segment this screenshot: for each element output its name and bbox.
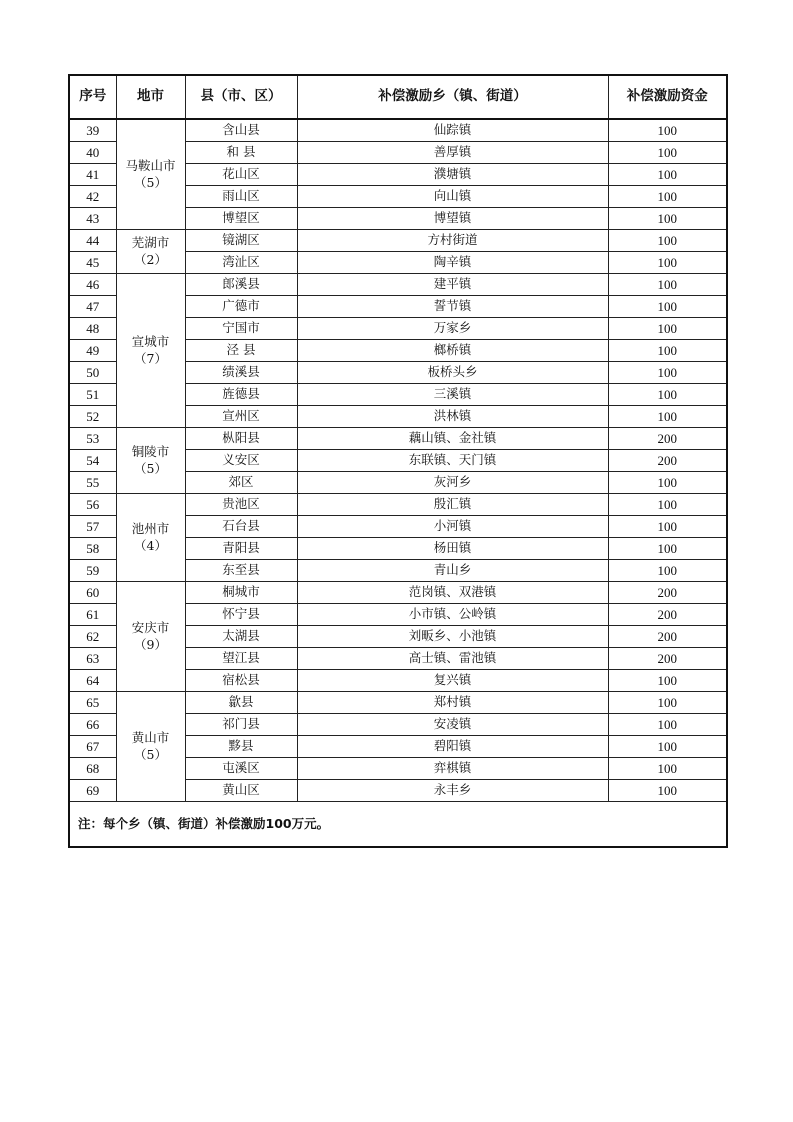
- header-fund: 补偿激励资金: [608, 75, 727, 119]
- town-cell: 方村街道: [297, 230, 608, 252]
- town-cell: 东联镇、天门镇: [297, 450, 608, 472]
- serial-cell: 46: [69, 274, 116, 296]
- county-cell: 花山区: [185, 164, 297, 186]
- serial-cell: 66: [69, 714, 116, 736]
- county-cell: 枞阳县: [185, 428, 297, 450]
- county-cell: 怀宁县: [185, 604, 297, 626]
- county-cell: 绩溪县: [185, 362, 297, 384]
- header-county: 县（市、区）: [185, 75, 297, 119]
- header-city: 地市: [116, 75, 185, 119]
- serial-cell: 54: [69, 450, 116, 472]
- town-cell: 青山乡: [297, 560, 608, 582]
- serial-cell: 45: [69, 252, 116, 274]
- serial-cell: 64: [69, 670, 116, 692]
- fund-cell: 100: [608, 780, 727, 802]
- table-row: [69, 494, 727, 516]
- county-cell: 黄山区: [185, 780, 297, 802]
- header-serial: 序号: [69, 75, 116, 119]
- city-name: 马鞍山市: [125, 157, 176, 173]
- town-cell: 安凌镇: [297, 714, 608, 736]
- fund-cell: 100: [608, 274, 727, 296]
- city-count: （5）: [134, 746, 167, 762]
- town-cell: 高士镇、雷池镇: [297, 648, 608, 670]
- county-cell: 歙县: [185, 692, 297, 714]
- county-cell: 宿松县: [185, 670, 297, 692]
- city-name: 铜陵市: [131, 443, 170, 459]
- city-count: （4）: [134, 537, 167, 553]
- table-note: 注：每个乡（镇、街道）补偿激励100万元。: [69, 802, 727, 848]
- serial-cell: 43: [69, 208, 116, 230]
- county-cell: 义安区: [185, 450, 297, 472]
- town-cell: 藕山镇、金社镇: [297, 428, 608, 450]
- city-name: 安庆市: [131, 619, 170, 635]
- table-row: [69, 230, 727, 252]
- serial-cell: 47: [69, 296, 116, 318]
- county-cell: 广德市: [185, 296, 297, 318]
- serial-cell: 55: [69, 472, 116, 494]
- table-row: [69, 582, 727, 604]
- fund-cell: 100: [608, 142, 727, 164]
- table-body: [69, 119, 727, 802]
- fund-cell: 200: [608, 582, 727, 604]
- fund-cell: 100: [608, 296, 727, 318]
- town-cell: 三溪镇: [297, 384, 608, 406]
- town-cell: 建平镇: [297, 274, 608, 296]
- county-cell: 含山县: [185, 119, 297, 142]
- town-cell: 洪林镇: [297, 406, 608, 428]
- fund-cell: 100: [608, 472, 727, 494]
- serial-cell: 57: [69, 516, 116, 538]
- town-cell: 碧阳镇: [297, 736, 608, 758]
- county-cell: 博望区: [185, 208, 297, 230]
- serial-cell: 52: [69, 406, 116, 428]
- serial-cell: 48: [69, 318, 116, 340]
- fund-cell: 100: [608, 670, 727, 692]
- fund-cell: 100: [608, 164, 727, 186]
- city-count: （5）: [134, 174, 167, 190]
- fund-cell: 100: [608, 119, 727, 142]
- serial-cell: 65: [69, 692, 116, 714]
- fund-cell: 100: [608, 362, 727, 384]
- city-count: （7）: [134, 350, 167, 366]
- city-cell: [116, 692, 185, 802]
- town-cell: 郑村镇: [297, 692, 608, 714]
- town-cell: 陶辛镇: [297, 252, 608, 274]
- serial-cell: 41: [69, 164, 116, 186]
- serial-cell: 62: [69, 626, 116, 648]
- table-row: [69, 274, 727, 296]
- town-cell: 善厚镇: [297, 142, 608, 164]
- town-cell: 小市镇、公岭镇: [297, 604, 608, 626]
- town-cell: 小河镇: [297, 516, 608, 538]
- serial-cell: 59: [69, 560, 116, 582]
- city-count: （9）: [134, 636, 167, 652]
- county-cell: 宁国市: [185, 318, 297, 340]
- county-cell: 宣州区: [185, 406, 297, 428]
- city-name: 黄山市: [131, 729, 170, 745]
- serial-cell: 39: [69, 119, 116, 142]
- town-cell: 殷汇镇: [297, 494, 608, 516]
- county-cell: 泾 县: [185, 340, 297, 362]
- serial-cell: 42: [69, 186, 116, 208]
- fund-cell: 100: [608, 384, 727, 406]
- county-cell: 郊区: [185, 472, 297, 494]
- town-cell: 复兴镇: [297, 670, 608, 692]
- fund-cell: 100: [608, 208, 727, 230]
- city-name: 池州市: [131, 520, 170, 536]
- town-cell: 誓节镇: [297, 296, 608, 318]
- city-cell: [116, 428, 185, 494]
- town-cell: 濮塘镇: [297, 164, 608, 186]
- city-count: （2）: [134, 251, 167, 267]
- town-cell: 灰河乡: [297, 472, 608, 494]
- fund-cell: 200: [608, 428, 727, 450]
- town-cell: 范岗镇、双港镇: [297, 582, 608, 604]
- city-cell: [116, 119, 185, 230]
- table-row: [69, 119, 727, 142]
- serial-cell: 56: [69, 494, 116, 516]
- county-cell: 雨山区: [185, 186, 297, 208]
- county-cell: 太湖县: [185, 626, 297, 648]
- fund-cell: 100: [608, 230, 727, 252]
- town-cell: 杨田镇: [297, 538, 608, 560]
- fund-cell: 100: [608, 252, 727, 274]
- serial-cell: 67: [69, 736, 116, 758]
- town-cell: 向山镇: [297, 186, 608, 208]
- serial-cell: 60: [69, 582, 116, 604]
- header-row: [69, 75, 727, 119]
- county-cell: 镜湖区: [185, 230, 297, 252]
- county-cell: 祁门县: [185, 714, 297, 736]
- county-cell: 青阳县: [185, 538, 297, 560]
- serial-cell: 44: [69, 230, 116, 252]
- city-name: 宣城市: [131, 333, 170, 349]
- serial-cell: 51: [69, 384, 116, 406]
- town-cell: 榔桥镇: [297, 340, 608, 362]
- fund-cell: 100: [608, 516, 727, 538]
- county-cell: 石台县: [185, 516, 297, 538]
- fund-cell: 100: [608, 494, 727, 516]
- fund-cell: 200: [608, 648, 727, 670]
- city-name: 芜湖市: [131, 234, 170, 250]
- fund-cell: 100: [608, 406, 727, 428]
- table-row: [69, 428, 727, 450]
- serial-cell: 63: [69, 648, 116, 670]
- county-cell: 东至县: [185, 560, 297, 582]
- fund-cell: 100: [608, 538, 727, 560]
- city-cell: [116, 274, 185, 428]
- county-cell: 桐城市: [185, 582, 297, 604]
- county-cell: 旌德县: [185, 384, 297, 406]
- fund-cell: 100: [608, 714, 727, 736]
- city-count: （5）: [134, 460, 167, 476]
- fund-cell: 200: [608, 604, 727, 626]
- fund-cell: 100: [608, 318, 727, 340]
- city-cell: [116, 230, 185, 274]
- fund-cell: 100: [608, 758, 727, 780]
- table-row: [69, 692, 727, 714]
- serial-cell: 40: [69, 142, 116, 164]
- town-cell: 永丰乡: [297, 780, 608, 802]
- town-cell: 刘畈乡、小池镇: [297, 626, 608, 648]
- fund-cell: 100: [608, 560, 727, 582]
- county-cell: 贵池区: [185, 494, 297, 516]
- fund-cell: 100: [608, 692, 727, 714]
- town-cell: 博望镇: [297, 208, 608, 230]
- serial-cell: 68: [69, 758, 116, 780]
- serial-cell: 61: [69, 604, 116, 626]
- town-cell: 弈棋镇: [297, 758, 608, 780]
- serial-cell: 69: [69, 780, 116, 802]
- town-cell: 万家乡: [297, 318, 608, 340]
- fund-cell: 100: [608, 186, 727, 208]
- town-cell: 板桥头乡: [297, 362, 608, 384]
- city-cell: [116, 494, 185, 582]
- serial-cell: 49: [69, 340, 116, 362]
- county-cell: 望江县: [185, 648, 297, 670]
- county-cell: 黟县: [185, 736, 297, 758]
- serial-cell: 53: [69, 428, 116, 450]
- county-cell: 和 县: [185, 142, 297, 164]
- fund-cell: 200: [608, 626, 727, 648]
- town-cell: 仙踪镇: [297, 119, 608, 142]
- serial-cell: 50: [69, 362, 116, 384]
- compensation-table: [68, 74, 728, 848]
- county-cell: 屯溪区: [185, 758, 297, 780]
- city-cell: [116, 582, 185, 692]
- county-cell: 郎溪县: [185, 274, 297, 296]
- fund-cell: 200: [608, 450, 727, 472]
- serial-cell: 58: [69, 538, 116, 560]
- fund-cell: 100: [608, 340, 727, 362]
- county-cell: 湾沚区: [185, 252, 297, 274]
- note-row: [69, 802, 727, 848]
- header-town: 补偿激励乡（镇、街道）: [297, 75, 608, 119]
- fund-cell: 100: [608, 736, 727, 758]
